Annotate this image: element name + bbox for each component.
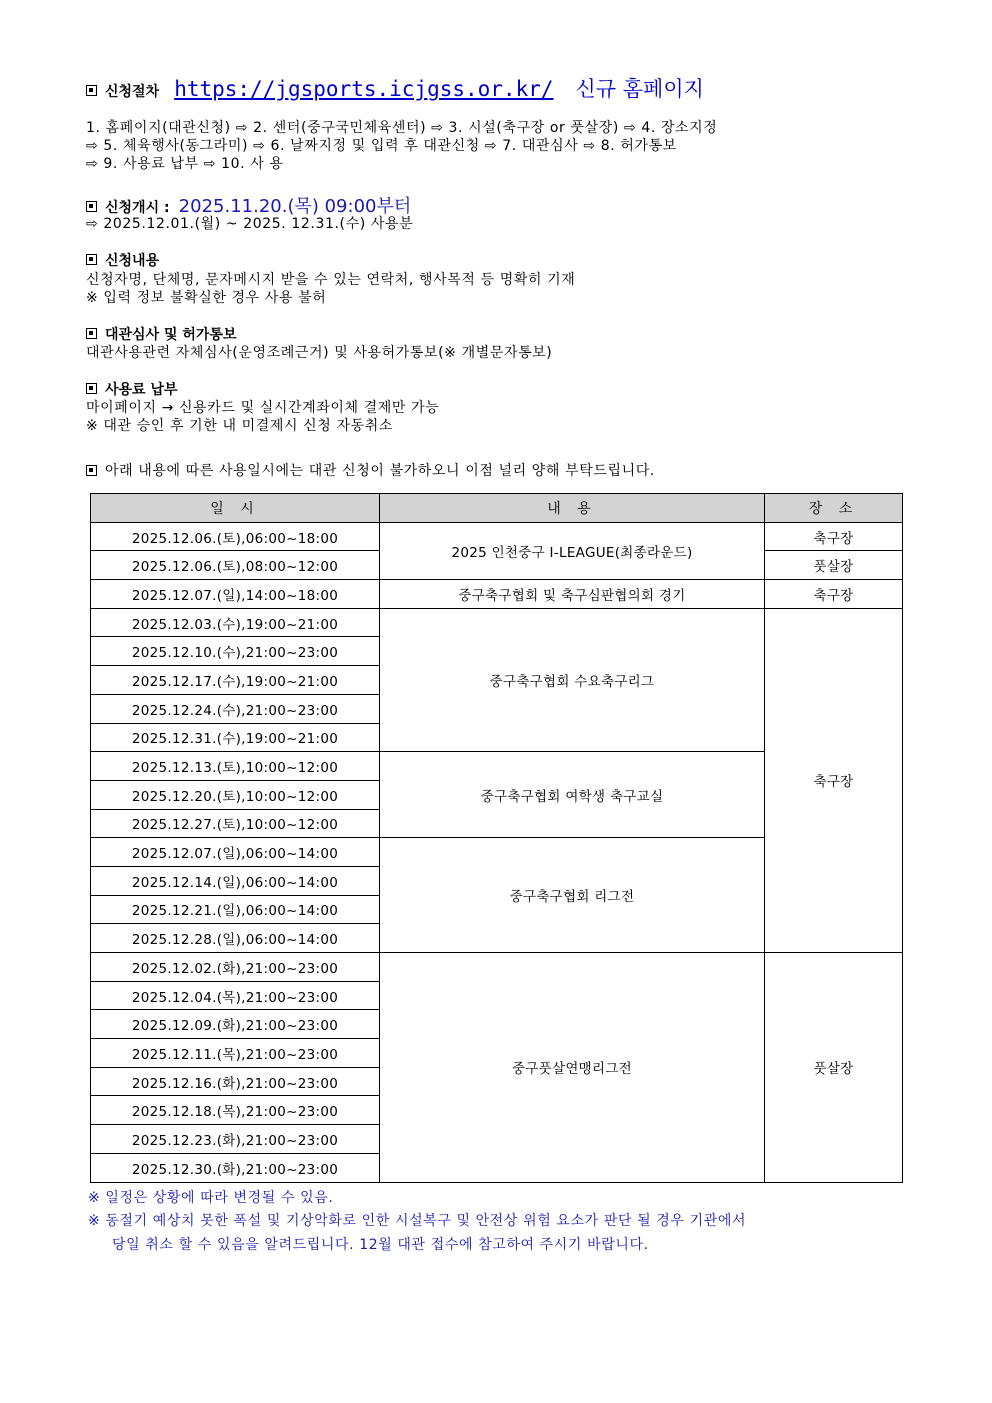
- date-cell: 2025.12.11.(목),21:00~23:00: [91, 1039, 380, 1068]
- square-bullet-icon: [86, 383, 97, 394]
- notice-text: 아래 내용에 따른 사용일시에는 대관 신청이 불가하오니 이점 널리 양해 부탁드립니다.: [105, 463, 655, 479]
- date-cell: 2025.12.31.(수),19:00~21:00: [91, 723, 380, 752]
- date-cell: 2025.12.20.(토),10:00~12:00: [91, 780, 380, 809]
- content-line-2: ※ 입력 정보 불확실한 경우 사용 불허: [86, 290, 327, 306]
- event-cell: 중구축구협회 및 축구심판협의회 경기: [380, 580, 765, 609]
- procedure-steps-2: ⇨ 5. 체육행사(동그라미) ⇨ 6. 날짜지정 및 입력 후 대관신청 ⇨ 7. 대관심사 ⇨ 8. 허가통보: [86, 138, 677, 154]
- table-row: [91, 953, 903, 982]
- square-bullet-icon: [86, 254, 97, 265]
- header-datetime: 일 시: [91, 494, 380, 523]
- date-cell: 2025.12.07.(일),06:00~14:00: [91, 838, 380, 867]
- review-heading: 대관심사 및 허가통보: [105, 327, 237, 343]
- content-heading-row: [86, 250, 159, 270]
- header-content: 내 용: [380, 494, 765, 523]
- date-cell: 2025.12.04.(목),21:00~23:00: [91, 981, 380, 1010]
- date-cell: 2025.12.06.(토),08:00~12:00: [91, 551, 380, 580]
- square-bullet-icon: [86, 201, 97, 212]
- payment-line-1: 마이페이지 → 신용카드 및 실시간계좌이체 결제만 가능: [86, 400, 440, 416]
- schedule-table: [90, 493, 903, 1183]
- date-cell: 2025.12.23.(화),21:00~23:00: [91, 1125, 380, 1154]
- notice-row: [86, 460, 655, 480]
- date-cell: 2025.12.07.(일),14:00~18:00: [91, 580, 380, 609]
- place-cell: 축구장: [765, 580, 903, 609]
- payment-heading-row: [86, 379, 178, 399]
- date-cell: 2025.12.14.(일),06:00~14:00: [91, 866, 380, 895]
- date-cell: 2025.12.21.(일),06:00~14:00: [91, 895, 380, 924]
- procedure-steps-1: 1. 홈페이지(대관신청) ⇨ 2. 센터(중구국민체육센터) ⇨ 3. 시설(축구장 or 풋살장) ⇨ 4. 장소지정: [86, 120, 718, 136]
- date-cell: 2025.12.18.(목),21:00~23:00: [91, 1096, 380, 1125]
- date-cell: 2025.12.09.(화),21:00~23:00: [91, 1010, 380, 1039]
- opening-datetime: 2025.11.20.(목) 09:00부터: [178, 196, 412, 217]
- content-heading: 신청내용: [105, 253, 160, 269]
- event-cell: 중구축구협회 리그전: [380, 838, 765, 953]
- event-cell: 2025 인천중구 I-LEAGUE(최종라운드): [380, 522, 765, 579]
- date-cell: 2025.12.10.(수),21:00~23:00: [91, 637, 380, 666]
- square-bullet-icon: [86, 328, 97, 339]
- table-header-row: [91, 494, 903, 523]
- date-cell: 2025.12.24.(수),21:00~23:00: [91, 694, 380, 723]
- date-cell: 2025.12.16.(화),21:00~23:00: [91, 1067, 380, 1096]
- procedure-steps-3: ⇨ 9. 사용료 납부 ⇨ 10. 사 용: [86, 156, 284, 172]
- content-line-1: 신청자명, 단체명, 문자메시지 받을 수 있는 연락처, 행사목적 등 명확히 기재: [86, 272, 576, 288]
- payment-line-2: ※ 대관 승인 후 기한 내 미결제시 신청 자동취소: [86, 418, 393, 434]
- header-place: 장 소: [765, 494, 903, 523]
- table-row: [91, 608, 903, 637]
- place-cell: 풋살장: [765, 551, 903, 580]
- date-cell: 2025.12.13.(토),10:00~12:00: [91, 752, 380, 781]
- payment-heading: 사용료 납부: [105, 382, 178, 398]
- date-cell: 2025.12.02.(화),21:00~23:00: [91, 953, 380, 982]
- new-homepage-label: 신규 홈페이지: [575, 77, 704, 101]
- procedure-heading-row: [86, 73, 704, 103]
- square-bullet-icon: [86, 85, 97, 96]
- event-cell: 중구풋살연맹리그전: [380, 953, 765, 1183]
- opening-period: ⇨ 2025.12.01.(월) ~ 2025. 12.31.(수) 사용분: [86, 216, 414, 232]
- square-bullet-icon: [86, 465, 97, 476]
- footer-note-2-line-2: 당일 취소 할 수 있음을 알려드립니다. 12월 대관 접수에 참고하여 주시기 바랍니다.: [112, 1237, 649, 1253]
- footer-note-2-line-1: ※ 동절기 예상치 못한 폭설 및 기상악화로 인한 시설복구 및 안전상 위험 요소가 판단 될 경우 기관에서: [88, 1213, 747, 1229]
- date-cell: 2025.12.28.(일),06:00~14:00: [91, 924, 380, 953]
- opening-heading: 신청개시 :: [105, 200, 170, 216]
- event-cell: 중구축구협회 수요축구리그: [380, 608, 765, 751]
- date-cell: 2025.12.27.(토),10:00~12:00: [91, 809, 380, 838]
- date-cell: 2025.12.30.(화),21:00~23:00: [91, 1153, 380, 1182]
- footer-note-1: ※ 일정은 상황에 따라 변경될 수 있음.: [88, 1190, 334, 1206]
- date-cell: 2025.12.06.(토),06:00~18:00: [91, 522, 380, 551]
- place-cell: 축구장: [765, 522, 903, 551]
- homepage-link[interactable]: https://jgsports.icjgss.or.kr/: [174, 77, 554, 101]
- review-heading-row: [86, 324, 236, 344]
- procedure-heading: 신청절차: [105, 84, 160, 100]
- place-cell: 축구장: [765, 608, 903, 952]
- date-cell: 2025.12.17.(수),19:00~21:00: [91, 666, 380, 695]
- review-line-1: 대관사용관련 자체심사(운영조례근거) 및 사용허가통보(※ 개별문자통보): [86, 345, 553, 361]
- event-cell: 중구축구협회 여학생 축구교실: [380, 752, 765, 838]
- place-cell: 풋살장: [765, 953, 903, 1183]
- date-cell: 2025.12.03.(수),19:00~21:00: [91, 608, 380, 637]
- table-row: [91, 580, 903, 609]
- table-row: [91, 522, 903, 551]
